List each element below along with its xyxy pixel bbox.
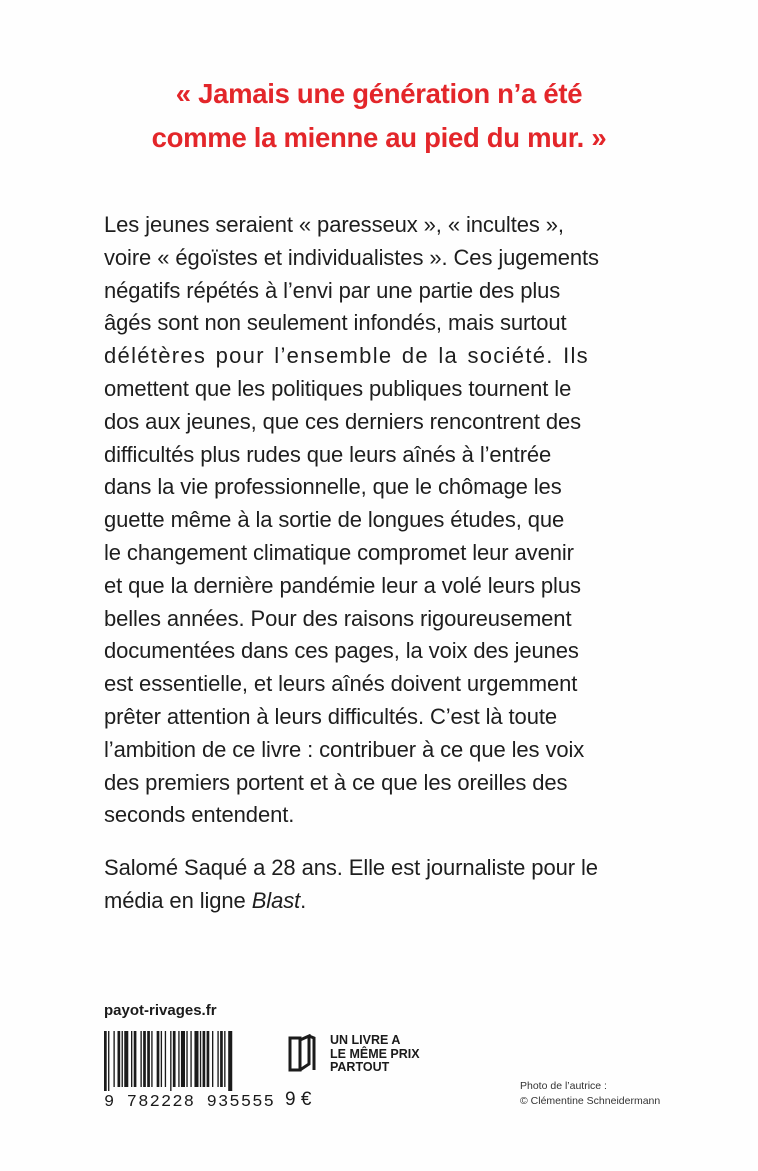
barcode-bar <box>147 1031 150 1087</box>
blurb-line: dos aux jeunes, que ces derniers rencontrent des <box>104 408 582 434</box>
barcode-bar <box>140 1031 141 1087</box>
barcode-bar <box>104 1031 107 1091</box>
author-bio-line-1: Salomé Saqué a 28 ans. Elle est journaliste pour le <box>104 855 598 880</box>
barcode-bar <box>124 1031 128 1087</box>
blurb-line: âgés sont non seulement infondés, mais surtout <box>104 310 567 336</box>
single-price-notice-line-1: UN LIVRE A <box>330 1033 401 1047</box>
blurb-line: prêter attention à leurs difficultés. C’est là toute <box>104 703 557 729</box>
author-bio-media-prefix: média en ligne <box>104 887 252 913</box>
author-bio <box>104 852 704 918</box>
isbn-number: 9 782228 935555 <box>104 1093 276 1112</box>
photo-credit-line-1: Photo de l’autrice : <box>520 1080 607 1092</box>
blurb-line: omettent que les politiques publiques tournent le <box>104 375 572 401</box>
barcode-bar <box>228 1031 232 1091</box>
author-bio-line-2 <box>104 885 704 918</box>
blurb-line: belles années. Pour des raisons rigoureusement <box>104 605 572 631</box>
barcode-bar <box>173 1031 176 1087</box>
barcode-bar <box>131 1031 132 1087</box>
book-price-logo-icon <box>287 1034 317 1074</box>
barcode-bar <box>157 1031 160 1087</box>
barcode-block <box>104 1031 276 1115</box>
barcode-bar <box>194 1031 198 1087</box>
media-name: Blast <box>251 887 301 913</box>
barcode-bar <box>170 1031 171 1091</box>
barcode-bar <box>178 1031 179 1087</box>
barcode-bar <box>203 1031 206 1087</box>
blurb-line: l’ambition de ce livre : contribuer à ce que les voix <box>104 736 585 762</box>
publisher-website: payot-rivages.fr <box>104 1002 217 1019</box>
book-price: 9 € <box>285 1089 312 1110</box>
blurb-line: le changement climatique compromet leur avenir <box>104 539 574 565</box>
barcode-bar <box>108 1031 109 1091</box>
barcode-bar <box>186 1031 187 1087</box>
single-price-notice-line-2: LE MÊME PRIX <box>330 1046 420 1061</box>
barcode-bar <box>161 1031 162 1087</box>
photo-credit-line-2: © Clémentine Schneidermann <box>520 1095 661 1107</box>
barcode-bar <box>122 1031 123 1087</box>
blurb-line: est essentielle, et leurs aînés doivent urgemment <box>104 671 578 697</box>
blurb-line: documentées dans ces pages, la voix des jeunes <box>104 638 579 664</box>
blurb <box>104 209 704 832</box>
barcode-bar <box>217 1031 218 1087</box>
blurb-line: délétères pour l’ensemble de la société. Ils <box>104 343 589 369</box>
barcode-bar <box>134 1031 137 1087</box>
barcode-bar <box>151 1031 152 1087</box>
pull-quote-line-2: comme la mienne au pied du mur. » <box>151 122 607 153</box>
blurb-line: voire « égoïstes et individualistes ». Ces jugements <box>104 244 599 270</box>
blurb-line: difficultés plus rudes que leurs aînés à l’entrée <box>104 441 552 467</box>
barcode-bar <box>165 1031 166 1087</box>
blurb-line: Les jeunes seraient « paresseux », « incultes », <box>104 212 564 237</box>
single-price-notice-line-3: PARTOUT <box>330 1060 390 1074</box>
barcode-bar <box>190 1031 191 1087</box>
barcode-icon <box>104 1031 276 1091</box>
barcode-bar <box>224 1031 225 1087</box>
pull-quote <box>60 72 698 160</box>
blurb-line: guette même à la sortie de longues études, que <box>104 507 565 533</box>
author-bio-media-suffix: . <box>300 887 307 913</box>
single-price-notice <box>330 1034 420 1075</box>
photo-credit <box>520 1079 730 1109</box>
barcode-bar <box>143 1031 146 1087</box>
barcode-bar <box>113 1031 114 1087</box>
barcode-bar <box>220 1031 223 1087</box>
pull-quote-line-1: « Jamais une génération n’a été <box>175 78 583 109</box>
blurb-line: dans la vie professionnelle, que le chômage les <box>104 474 562 500</box>
blurb-line: et que la dernière pandémie leur a volé leurs plus <box>104 572 581 598</box>
blurb-line: des premiers portent et à ce que les oreilles des <box>104 769 568 795</box>
barcode-bar <box>207 1031 210 1087</box>
barcode-bar <box>200 1031 201 1087</box>
barcode-bar <box>212 1031 213 1087</box>
barcode-bar <box>118 1031 121 1087</box>
blurb-line: négatifs répétés à l’envi par une partie des plus <box>104 277 561 303</box>
blurb-line: seconds entendent. <box>104 802 295 828</box>
barcode-bar <box>181 1031 185 1087</box>
